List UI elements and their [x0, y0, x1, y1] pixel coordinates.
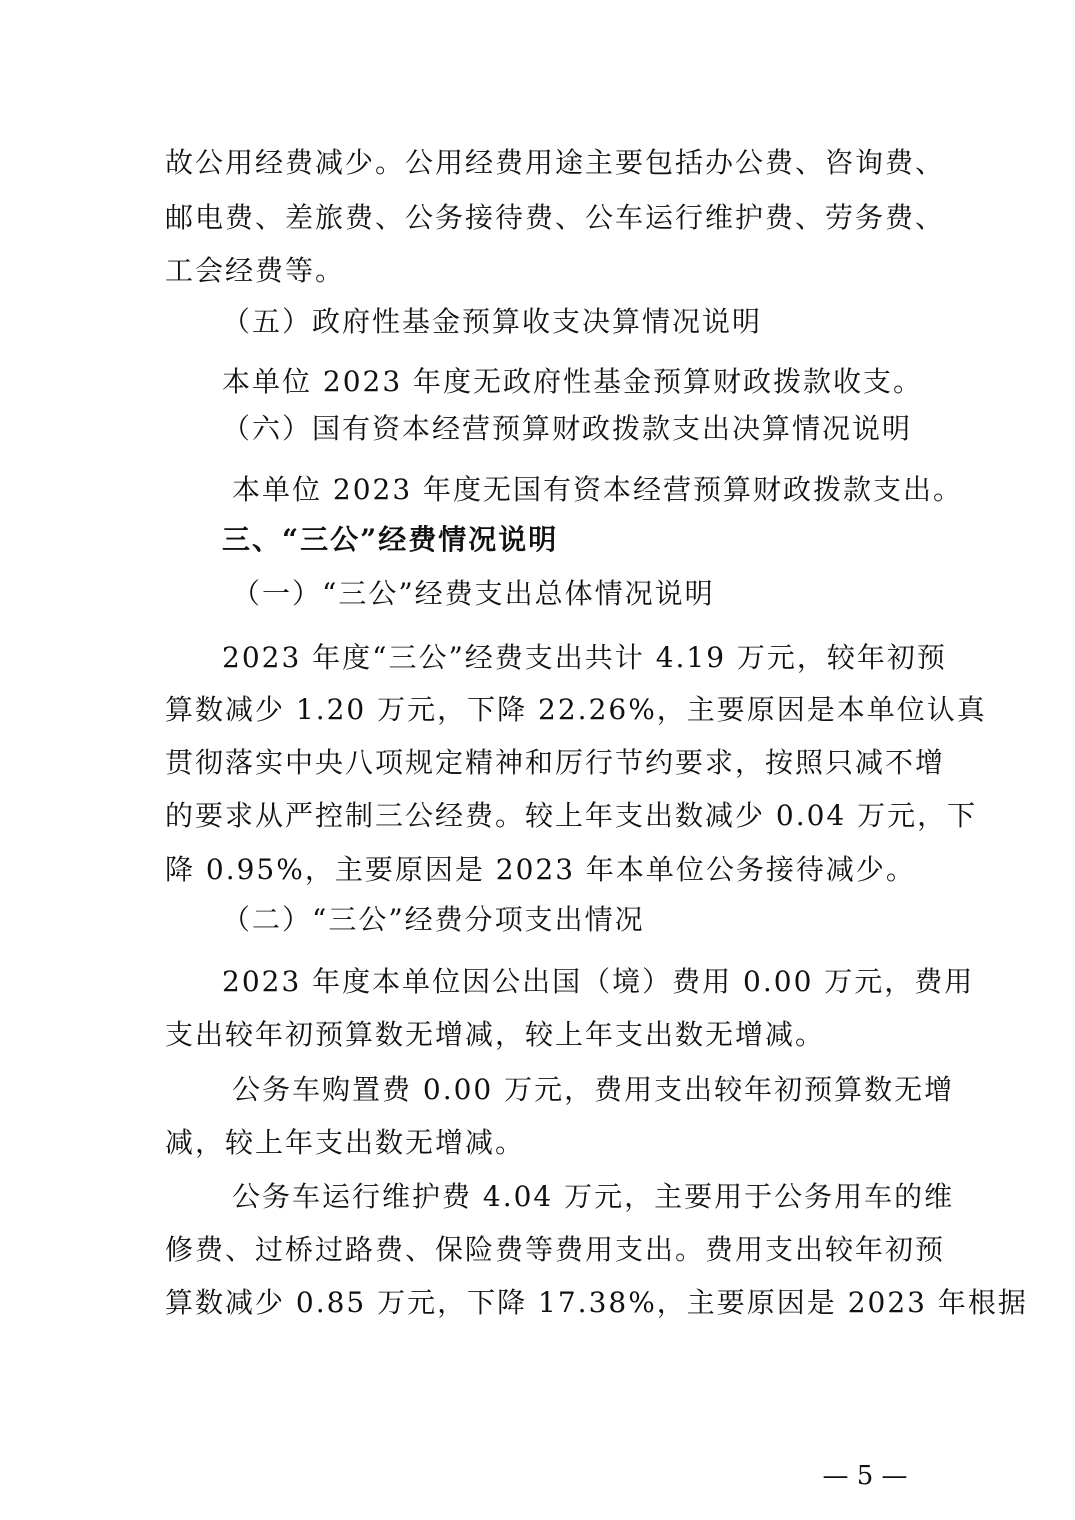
- paragraph-line: 的要求从严控制三公经费。较上年支出数减少 0.04 万元，下: [165, 799, 978, 832]
- paragraph-line: 减，较上年支出数无增减。: [165, 1126, 526, 1159]
- page-number: — 5 —: [822, 1461, 908, 1491]
- paragraph-line: 2023 年度本单位因公出国（境）费用 0.00 万元，费用: [222, 965, 975, 998]
- section-heading-5: （五）政府性基金预算收支决算情况说明: [222, 305, 763, 338]
- section-heading-6: （六）国有资本经营预算财政拨款支出决算情况说明: [222, 412, 913, 445]
- paragraph-line: 工会经费等。: [165, 254, 346, 287]
- paragraph-line: 贯彻落实中央八项规定精神和厉行节约要求，按照只减不增: [165, 746, 946, 779]
- paragraph-line: 降 0.95%，主要原因是 2023 年本单位公务接待减少。: [165, 853, 916, 886]
- paragraph-line: 本单位 2023 年度无政府性基金预算财政拨款收支。: [222, 365, 924, 398]
- paragraph-line: 2023 年度“三公”经费支出共计 4.19 万元，较年初预: [222, 641, 947, 674]
- paragraph-line: 公务车购置费 0.00 万元，费用支出较年初预算数无增: [232, 1073, 955, 1106]
- paragraph-line: 邮电费、差旅费、公务接待费、公车运行维护费、劳务费、: [165, 201, 946, 234]
- subsection-heading-2: （二）“三公”经费分项支出情况: [222, 903, 645, 936]
- paragraph-line: 公务车运行维护费 4.04 万元，主要用于公务用车的维: [232, 1180, 955, 1213]
- paragraph-line: 本单位 2023 年度无国有资本经营预算财政拨款支出。: [232, 473, 964, 506]
- paragraph-line: 算数减少 1.20 万元，下降 22.26%，主要原因是本单位认真: [165, 693, 987, 726]
- paragraph-line: 算数减少 0.85 万元，下降 17.38%，主要原因是 2023 年根据: [165, 1286, 1028, 1319]
- subsection-heading-1: （一）“三公”经费支出总体情况说明: [232, 577, 715, 610]
- chapter-heading-3: 三、“三公”经费情况说明: [222, 523, 559, 556]
- paragraph-line: 故公用经费减少。公用经费用途主要包括办公费、咨询费、: [165, 146, 946, 179]
- paragraph-line: 支出较年初预算数无增减，较上年支出数无增减。: [165, 1018, 826, 1051]
- paragraph-line: 修费、过桥过路费、保险费等费用支出。费用支出较年初预: [165, 1233, 946, 1266]
